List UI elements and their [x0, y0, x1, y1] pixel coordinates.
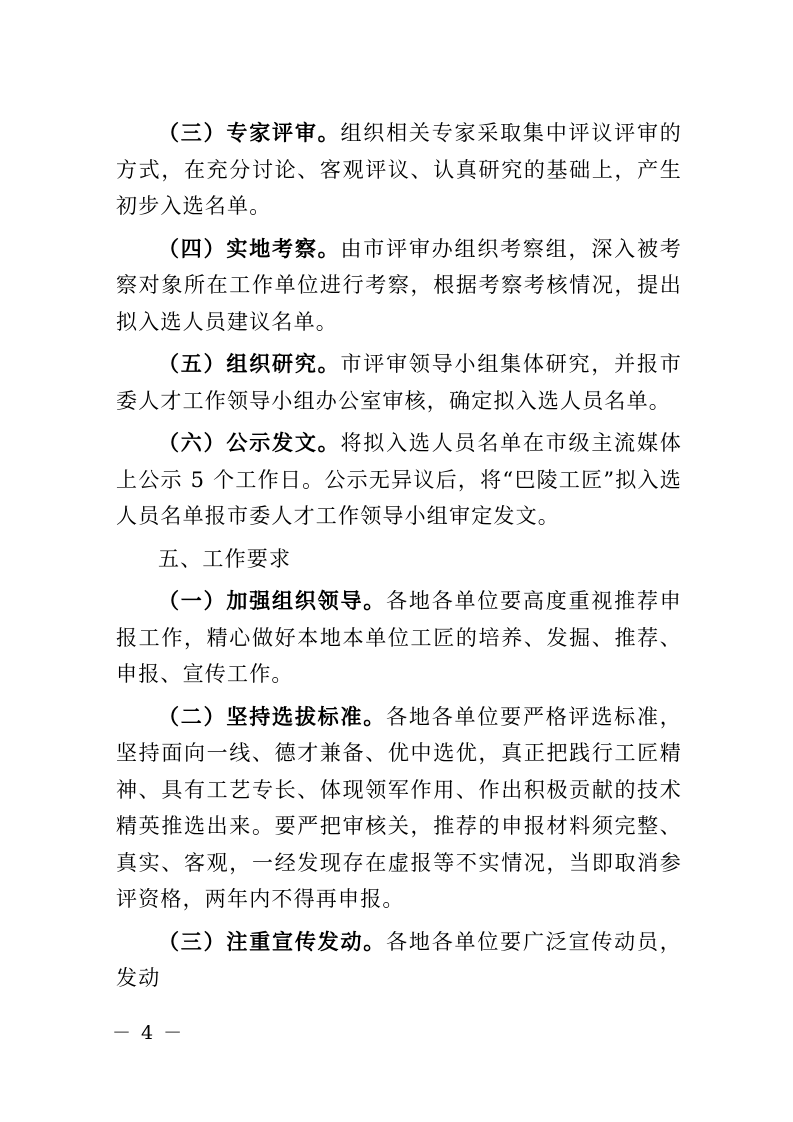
paragraph-heading: （六）公示发文。: [158, 430, 341, 455]
paragraph-selection-standard: [116, 699, 682, 918]
paragraph-heading: （一）加强组织领导。: [158, 588, 387, 613]
paragraph-expert-review: [116, 115, 682, 225]
paragraph-publicity: [116, 425, 682, 535]
paragraph-organization-study: [116, 346, 682, 419]
paragraph-text: 各地各单位要广泛宣传动员，发动: [116, 929, 682, 990]
document-body: [116, 115, 682, 1003]
paragraph-site-inspection: [116, 231, 682, 341]
paragraph-heading: （四）实地考察。: [158, 235, 341, 261]
paragraph-heading: （二）坚持选拔标准。: [158, 703, 387, 729]
paragraph-leadership: [116, 583, 682, 693]
paragraph-heading: （五）组织研究。: [158, 351, 341, 376]
paragraph-text: 由市评审办组织考察组，深入被考察对象所在工作单位进行考察，根据考察考核情况，提出拟入选人员建议名单。: [116, 236, 682, 334]
paragraph-text: 市评审领导小组集体研究，并报市委人才工作领导小组办公室审核，确定拟入选人员名单。: [116, 352, 682, 413]
paragraph-text: 各地各单位要高度重视推荐申报工作，精心做好本地本单位工匠的培养、发掘、推荐、申报、宣传工作。: [116, 589, 682, 686]
section-heading: 五、工作要求: [158, 546, 292, 571]
page-number: － 4 －: [112, 1022, 185, 1044]
paragraph-text: 各地各单位要严格评选标准，坚持面向一线、德才兼备、优中选优，真正把践行工匠精神、具有工艺专长、体现领军作用、作出积极贡献的技术精英推选出来。要严把审核关，推荐的申报材料须完整、真实、客观，一经发现存在虚报等不实情况，当即取消参评资格，两年内不得再申报。: [116, 704, 682, 911]
paragraph-heading: （三）注重宣传发动。: [158, 928, 387, 954]
paragraph-publicity-mobilization: [116, 924, 682, 997]
paragraph-text: 将拟入选人员名单在市级主流媒体上公示 5 个工作日。公示无异议后，将“巴陵工匠”拟入选人员名单报市委人才工作领导小组审定发文。: [116, 431, 682, 528]
paragraph-text: 组织相关专家采取集中评议评审的方式，在充分讨论、客观评议、认真研究的基础上，产生初步入选名单。: [116, 121, 682, 218]
paragraph-heading: （三）专家评审。: [158, 120, 341, 145]
